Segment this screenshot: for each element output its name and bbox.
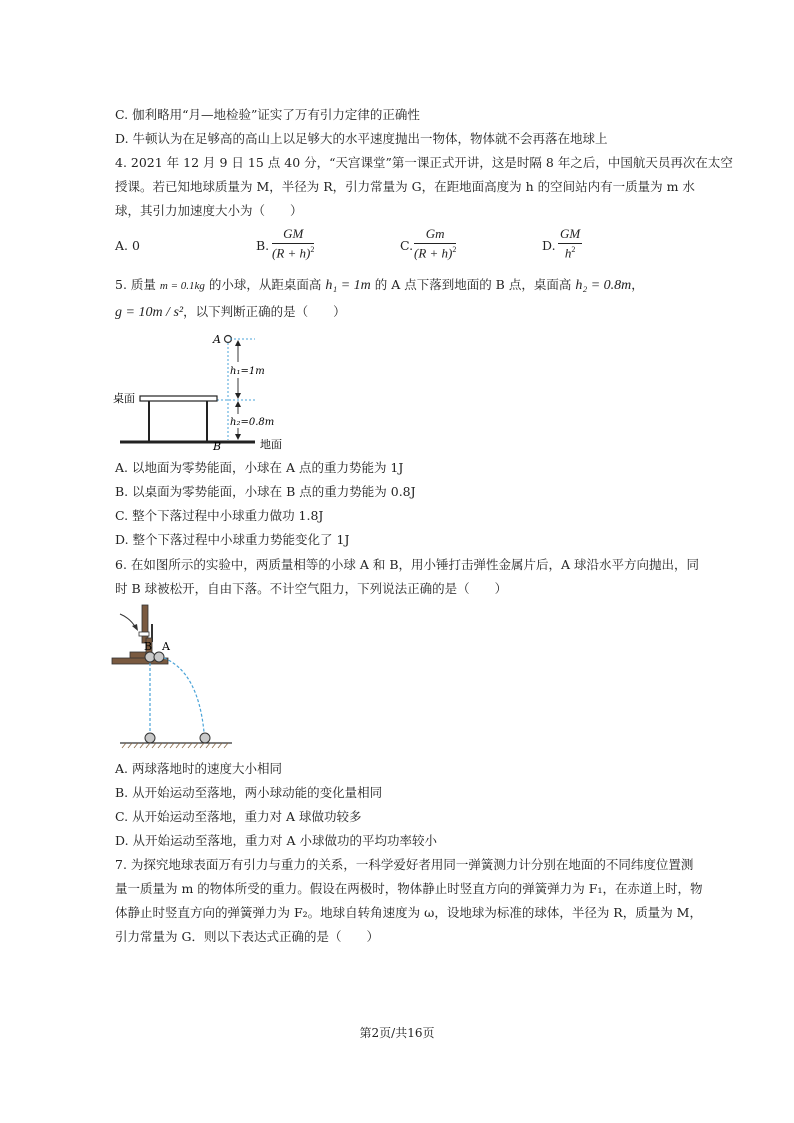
q4-option-c-numerator: Gm [414, 226, 456, 244]
q6-ball-b-landed [145, 733, 155, 743]
q6-ball-a-landed [200, 733, 210, 743]
q5-stem-line2 [115, 303, 346, 322]
q7-stem-line3: 体静止时竖直方向的弹簧弹力为 F₂。地球自转角速度为 ω，设地球为标准的球体，半径为 R，质量为 M， [115, 905, 702, 920]
q4-option-b-numerator: GM [272, 226, 314, 244]
q5-mass-value: m = 0.1kg [159, 280, 205, 292]
q5-option-b: B. 以桌面为零势能面，小球在 B 点的重力势能为 0.8J [115, 484, 416, 499]
q6-figure [110, 602, 240, 752]
q6-ground-hatching [122, 743, 228, 748]
q5-stem-text-c: 的 A 点下落到地面的 B 点，桌面高 [370, 277, 576, 292]
q5-h2-arrowhead-top [235, 401, 241, 407]
q4-option-c-denominator [414, 244, 456, 261]
q5-h1-value: h₁ = 1m [325, 278, 371, 293]
q4-stem-line3: 球，其引力加速度大小为（ ） [115, 203, 303, 218]
q5-stem-text-a: 5. 质量 [115, 277, 160, 292]
q5-label-b: B [213, 440, 222, 453]
q4-stem-line2: 授课。若已知地球质量为 M，半径为 R，引力常量为 G，在距地面高度为 h 的空间站内有一质量为 m 水 [115, 179, 695, 194]
q5-option-d: D. 整个下落过程中小球重力势能变化了 1J [115, 532, 350, 547]
q6-hammer [142, 605, 148, 643]
q7-stem-line4: 引力常量为 G．则以下表达式正确的是（ ） [115, 929, 379, 944]
q5-stem-text-e: ，以下判断正确的是（ ） [183, 304, 346, 319]
q4-option-d-den-base: h [564, 245, 572, 261]
q4-option-b-denominator [272, 244, 314, 261]
q5-h1-arrowhead-bottom [235, 393, 241, 399]
q6-option-a: A. 两球落地时的速度大小相同 [115, 761, 282, 776]
q4-option-d-den-exp: 2 [571, 245, 576, 254]
q5-table-top [140, 396, 217, 401]
q5-option-a: A. 以地面为零势能面，小球在 A 点的重力势能为 1J [115, 460, 404, 475]
q5-h1-arrowhead-top [235, 340, 241, 346]
q5-stem-text-b: 的小球，从距桌面高 [204, 277, 326, 292]
q5-table-label: 桌面 [113, 392, 135, 405]
q4-option-b-den-exp: 2 [310, 245, 315, 254]
q5-stem-text-d: ， [631, 277, 644, 292]
q4-option-b-den-base: (R + h) [272, 245, 311, 261]
q4-option-d-label: D. [542, 238, 556, 253]
q5-stem-line1 [115, 276, 644, 295]
q5-g-value: g = 10m / s² [115, 305, 184, 320]
q6-option-d: D. 从开始运动至落地，重力对 A 小球做功的平均功率较小 [115, 833, 437, 848]
q6-option-c: C. 从开始运动至落地，重力对 A 球做功较多 [115, 809, 362, 824]
q7-stem-line2: 量一质量为 m 的物体所受的重力。假设在两极时，物体静止时竖直方向的弹簧弹力为 F₁，在赤道上时，物 [115, 881, 703, 896]
q4-option-c-fraction [414, 226, 456, 261]
q6-path-a [164, 658, 204, 732]
q5-h2-arrowhead-bottom [235, 434, 241, 440]
q5-h1-label: h₁=1m [230, 366, 265, 377]
q4-option-c-den-base: (R + h) [414, 245, 453, 261]
q6-option-b: B. 从开始运动至落地，两小球动能的变化量相同 [115, 785, 383, 800]
q4-option-d-fraction [558, 226, 582, 261]
q4-option-a: A. 0 [115, 238, 140, 253]
q4-option-c-den-exp: 2 [452, 245, 457, 254]
q4-option-b-label: B. [256, 238, 270, 253]
q4-option-d-denominator [558, 244, 582, 261]
q6-stem-line1: 6. 在如图所示的实验中，两质量相等的小球 A 和 B，用小锤打击弹性金属片后，A 球沿水平方向抛出，同 [115, 557, 700, 572]
q5-h2-value: h₂ = 0.8m [575, 278, 632, 293]
q6-label-b: B [144, 640, 153, 653]
q3-option-d: D. 牛顿认为在足够高的高山上以足够大的水平速度抛出一物体，物体就不会再落在地球上 [115, 131, 608, 146]
q6-ball-a [154, 652, 164, 662]
q5-option-c: C. 整个下落过程中小球重力做功 1.8J [115, 508, 324, 523]
q6-stem-line2: 时 B 球被松开，自由下落。不计空气阻力，下列说法正确的是（ ） [115, 581, 508, 596]
q5-label-a: A [213, 333, 221, 346]
q4-stem-line1: 4. 2021 年 12 月 9 日 15 点 40 分，“天宫课堂”第一课正式开讲，这是时隔 8 年之后，中国航天员再次在太空 [115, 155, 733, 170]
q5-figure [105, 328, 305, 453]
q4-option-b-fraction [272, 226, 314, 261]
q4-option-d-numerator: GM [558, 226, 582, 244]
q3-option-c: C. 伽利略用“月—地检验”证实了万有引力定律的正确性 [115, 107, 420, 122]
q5-h2-label: h₂=0.8m [230, 417, 275, 428]
q4-option-c-label: C. [400, 238, 414, 253]
q6-swing-arrowhead [132, 624, 138, 631]
q5-ground-label: 地面 [260, 438, 282, 451]
q6-hammer-head [139, 632, 149, 636]
q6-label-a: A [162, 640, 170, 653]
page-number: 第2页/共16页 [359, 1026, 435, 1040]
q7-stem-line1: 7. 为探究地球表面万有引力与重力的关系，一科学爱好者用同一弹簧测力计分别在地面的不同纬度位置测 [115, 857, 694, 872]
